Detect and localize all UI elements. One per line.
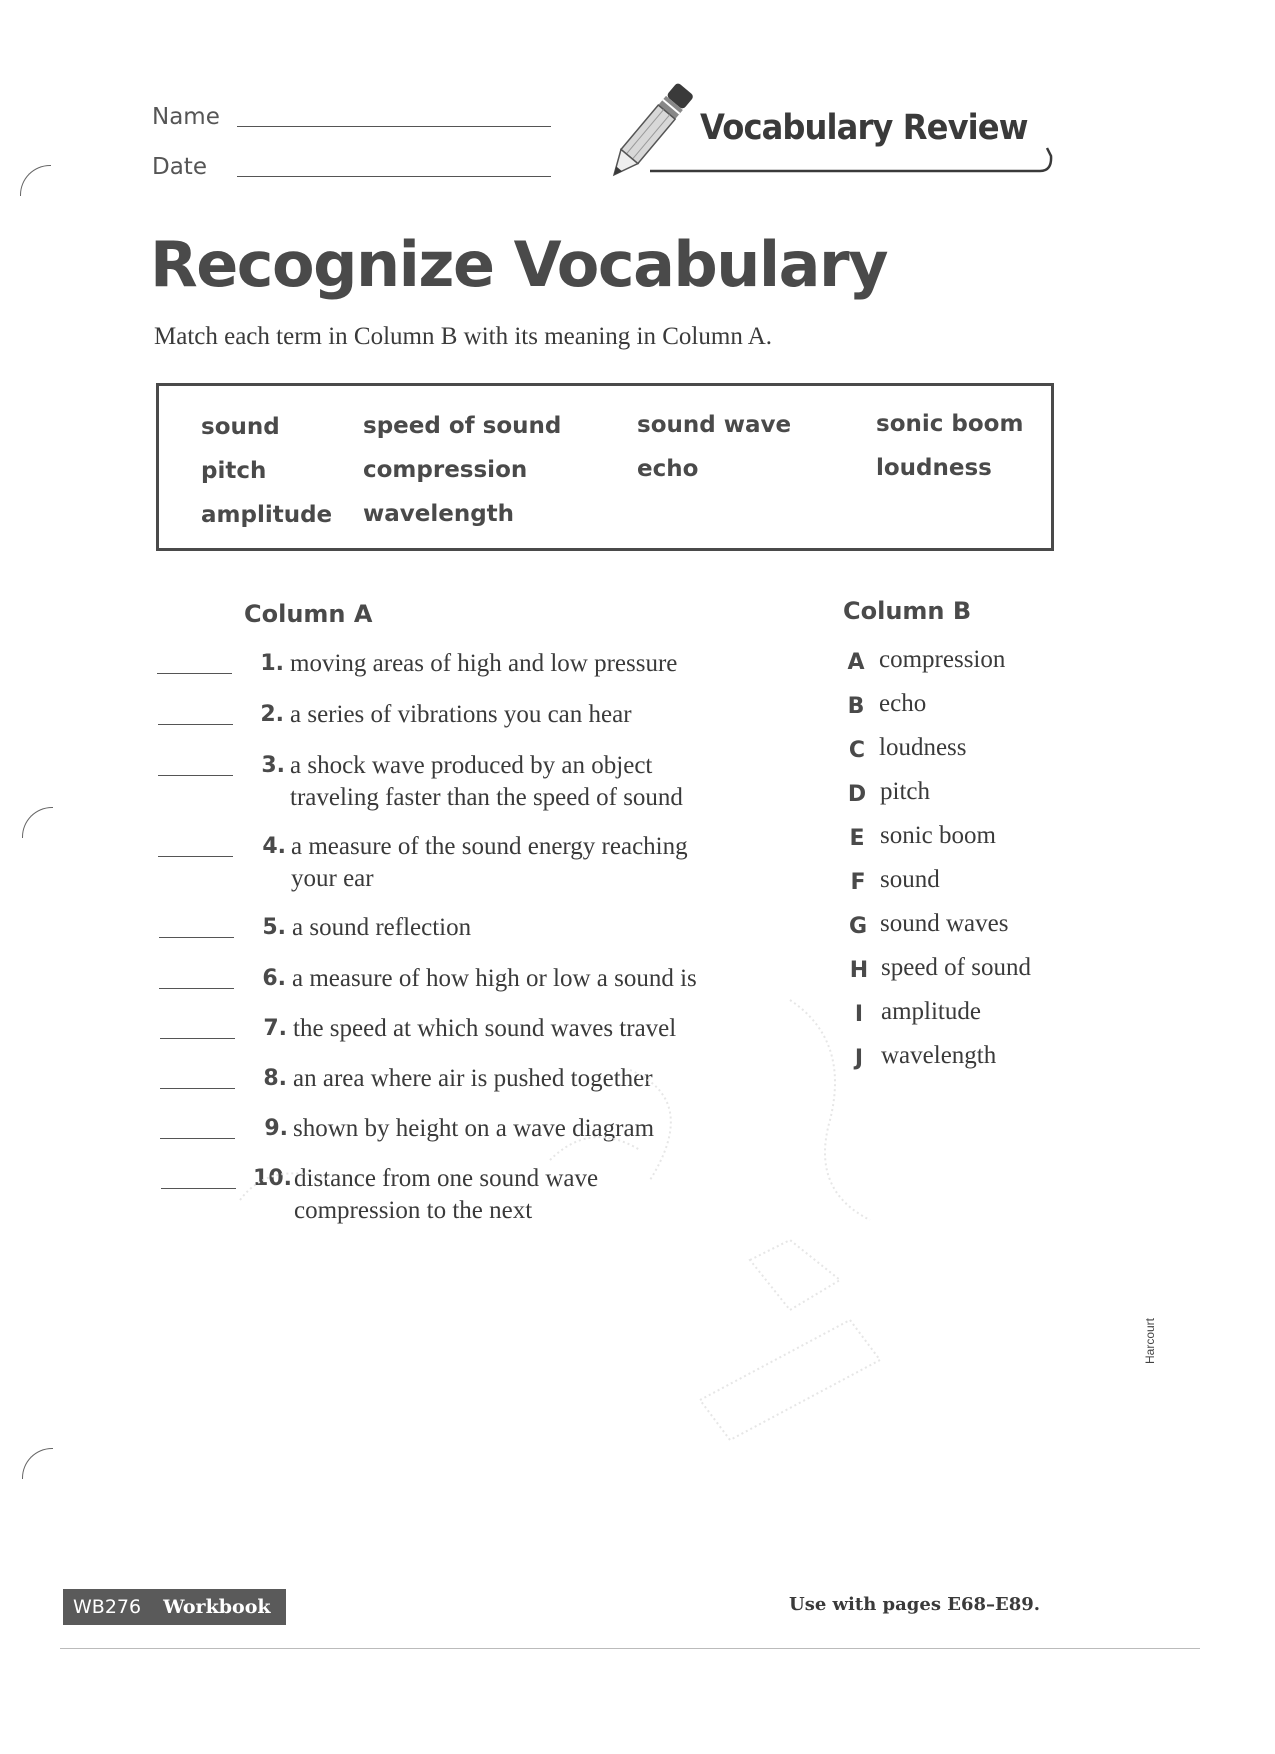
word-bank-term: speed of sound (363, 413, 562, 439)
question-text: shown by height on a wave diagram (293, 1115, 655, 1142)
word-bank-term: sonic boom (876, 411, 1024, 437)
question-text: a shock wave produced by an object traveling faster than the speed of sound (290, 752, 683, 811)
date-field[interactable] (237, 176, 551, 177)
word-bank-term: pitch (201, 458, 267, 484)
word-bank-term: echo (637, 456, 699, 482)
answer-letter: H (849, 958, 869, 983)
page-title: Recognize Vocabulary (150, 228, 888, 301)
answer-letter: G (848, 914, 868, 939)
instructions: Match each term in Column B with its meaning in Column A. (154, 323, 772, 350)
answer-term: amplitude (881, 998, 981, 1025)
word-bank-term: amplitude (201, 502, 333, 528)
answer-term: echo (879, 690, 927, 717)
answer-blank-9[interactable] (160, 1138, 235, 1139)
name-label: Name (152, 104, 220, 130)
page-code: WB276 (73, 1596, 142, 1618)
question-number: 1. (260, 651, 284, 676)
binder-hole-bottom (22, 1448, 53, 1479)
question-text: moving areas of high and low pressure (290, 650, 678, 677)
question-number: 9. (264, 1116, 288, 1141)
faint-illustration (230, 980, 1030, 1480)
answer-letter: B (847, 694, 865, 719)
question-text: a sound reflection (292, 914, 472, 941)
answer-letter: I (854, 1002, 864, 1027)
question-text: a series of vibrations you can hear (290, 701, 632, 728)
word-bank-term: compression (363, 457, 528, 483)
binder-hole-top (20, 165, 51, 196)
question-number: 3. (261, 753, 285, 778)
answer-term: sound (880, 866, 940, 893)
question-text: the speed at which sound waves travel (293, 1015, 677, 1042)
column-a-heading: Column A (244, 600, 373, 628)
answer-term: pitch (880, 778, 930, 805)
binder-hole-middle (22, 807, 53, 838)
question-number: 6. (262, 966, 286, 991)
answer-blank-6[interactable] (159, 988, 234, 989)
publisher-credit: Harcourt (1143, 1317, 1157, 1364)
answer-letter: E (849, 826, 865, 851)
pencil-icon (595, 70, 705, 195)
question-text: a measure of how high or low a sound is (292, 965, 697, 992)
word-bank-term: loudness (876, 455, 992, 481)
answer-term: speed of sound (881, 954, 1031, 981)
book-label: Workbook (163, 1596, 271, 1618)
answer-term: wavelength (881, 1042, 997, 1069)
vocabulary-review-badge (595, 70, 1055, 195)
word-bank (156, 383, 1054, 551)
name-field[interactable] (237, 126, 551, 127)
bottom-rule (60, 1648, 1200, 1649)
question-text: distance from one sound wave compression to the next (294, 1165, 599, 1224)
question-number: 5. (262, 915, 286, 940)
answer-letter: D (847, 782, 867, 807)
answer-term: sonic boom (880, 822, 996, 849)
answer-term: loudness (879, 734, 967, 761)
answer-blank-7[interactable] (160, 1038, 235, 1039)
footer-page-badge (63, 1589, 286, 1625)
answer-blank-10[interactable] (161, 1188, 236, 1189)
question-number: 8. (263, 1066, 287, 1091)
answer-blank-8[interactable] (160, 1088, 235, 1089)
answer-letter: C (848, 738, 866, 763)
column-b-heading: Column B (843, 597, 972, 625)
word-bank-term: wavelength (363, 501, 515, 527)
question-text: an area where air is pushed together (293, 1065, 653, 1092)
answer-term: sound waves (880, 910, 1009, 937)
badge-underline (645, 146, 1055, 176)
answer-term: compression (879, 646, 1006, 673)
answer-blank-2[interactable] (158, 724, 233, 725)
word-bank-term: sound (201, 414, 280, 440)
answer-letter: F (850, 870, 866, 895)
date-label: Date (152, 154, 207, 180)
question-number: 2. (260, 702, 284, 727)
answer-blank-5[interactable] (159, 937, 234, 938)
badge-title: Vocabulary Review (700, 108, 1028, 148)
question-number: 7. (263, 1016, 287, 1041)
question-number: 4. (262, 834, 286, 859)
word-bank-term: sound wave (637, 412, 792, 438)
answer-letter: J (854, 1046, 864, 1071)
answer-blank-1[interactable] (157, 673, 232, 674)
question-number: 10. (253, 1166, 292, 1191)
answer-blank-4[interactable] (158, 856, 233, 857)
question-text: a measure of the sound energy reaching your ear (291, 833, 688, 892)
use-with-pages: Use with pages E68–E89. (789, 1594, 1041, 1615)
answer-letter: A (847, 650, 865, 675)
answer-blank-3[interactable] (158, 775, 233, 776)
